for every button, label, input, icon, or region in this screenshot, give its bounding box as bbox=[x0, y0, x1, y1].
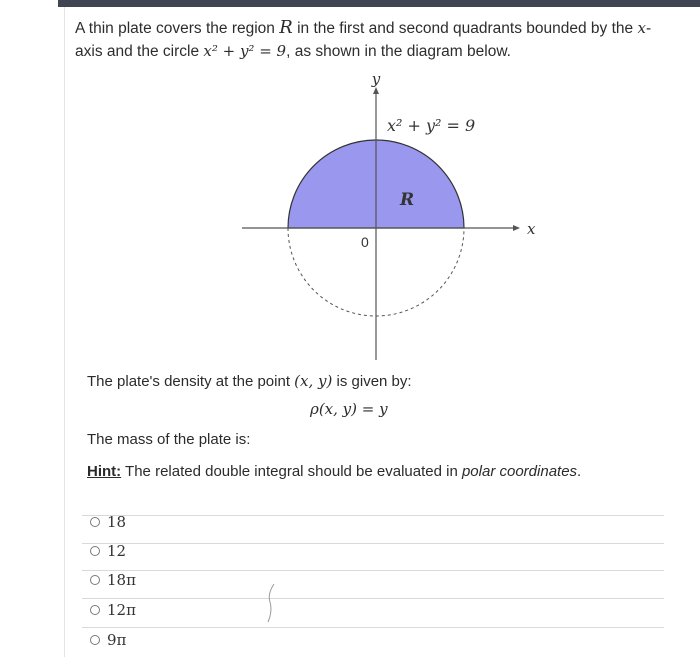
hint-label: Hint: bbox=[87, 463, 122, 480]
density-formula: ρ(x, y) = y bbox=[310, 400, 388, 418]
divider bbox=[82, 543, 664, 544]
x-axis-arrow bbox=[513, 225, 520, 231]
x-symbol: x bbox=[637, 19, 646, 37]
mass-question: The mass of the plate is: bbox=[87, 431, 251, 448]
option-18[interactable] bbox=[90, 512, 126, 532]
x-axis-label: x bbox=[527, 220, 536, 238]
circle-equation-label: x² + y² = 9 bbox=[387, 116, 476, 135]
top-bar bbox=[58, 0, 700, 7]
point-notation: (x, y) bbox=[294, 372, 333, 390]
density-text: is given by: bbox=[332, 373, 412, 390]
origin-label: 0 bbox=[361, 234, 369, 250]
radio-icon[interactable] bbox=[90, 605, 100, 615]
problem-text: A thin plate covers the region bbox=[75, 20, 280, 37]
divider bbox=[82, 515, 664, 516]
option-label: 18π bbox=[107, 571, 136, 589]
y-axis-arrow bbox=[373, 87, 379, 94]
density-statement bbox=[87, 370, 412, 393]
density-text: The plate's density at the point bbox=[87, 373, 295, 390]
option-12pi[interactable] bbox=[90, 600, 136, 620]
left-border bbox=[64, 7, 65, 657]
divider bbox=[82, 570, 664, 571]
option-label: 12π bbox=[107, 601, 136, 619]
radio-icon[interactable] bbox=[90, 635, 100, 645]
problem-statement bbox=[75, 16, 690, 63]
problem-text: , as shown in the diagram below. bbox=[286, 43, 511, 60]
hint-emphasis: polar coordinates bbox=[461, 463, 578, 480]
problem-text: - bbox=[645, 20, 652, 37]
circle-equation: x² + y² = 9 bbox=[203, 42, 287, 60]
option-18pi[interactable] bbox=[90, 570, 136, 590]
region-label: R bbox=[400, 190, 415, 210]
divider bbox=[82, 627, 664, 628]
radio-icon[interactable] bbox=[90, 517, 100, 527]
divider bbox=[82, 598, 664, 599]
region-diagram bbox=[230, 68, 540, 364]
hint bbox=[87, 463, 581, 480]
y-axis-label: y bbox=[371, 70, 381, 88]
region-symbol: R bbox=[279, 17, 293, 38]
option-12[interactable] bbox=[90, 541, 126, 561]
problem-text: axis and the circle bbox=[75, 43, 204, 60]
radio-icon[interactable] bbox=[90, 546, 100, 556]
pen-mark bbox=[262, 582, 282, 624]
hint-text: The related double integral should be evaluated in bbox=[121, 463, 462, 480]
problem-text: in the first and second quadrants bounded by the bbox=[292, 20, 638, 37]
radio-icon[interactable] bbox=[90, 575, 100, 585]
option-9pi[interactable] bbox=[90, 630, 126, 650]
option-label: 18 bbox=[107, 513, 127, 531]
option-label: 12 bbox=[107, 542, 127, 560]
option-label: 9π bbox=[107, 631, 127, 649]
hint-text: . bbox=[577, 463, 582, 480]
